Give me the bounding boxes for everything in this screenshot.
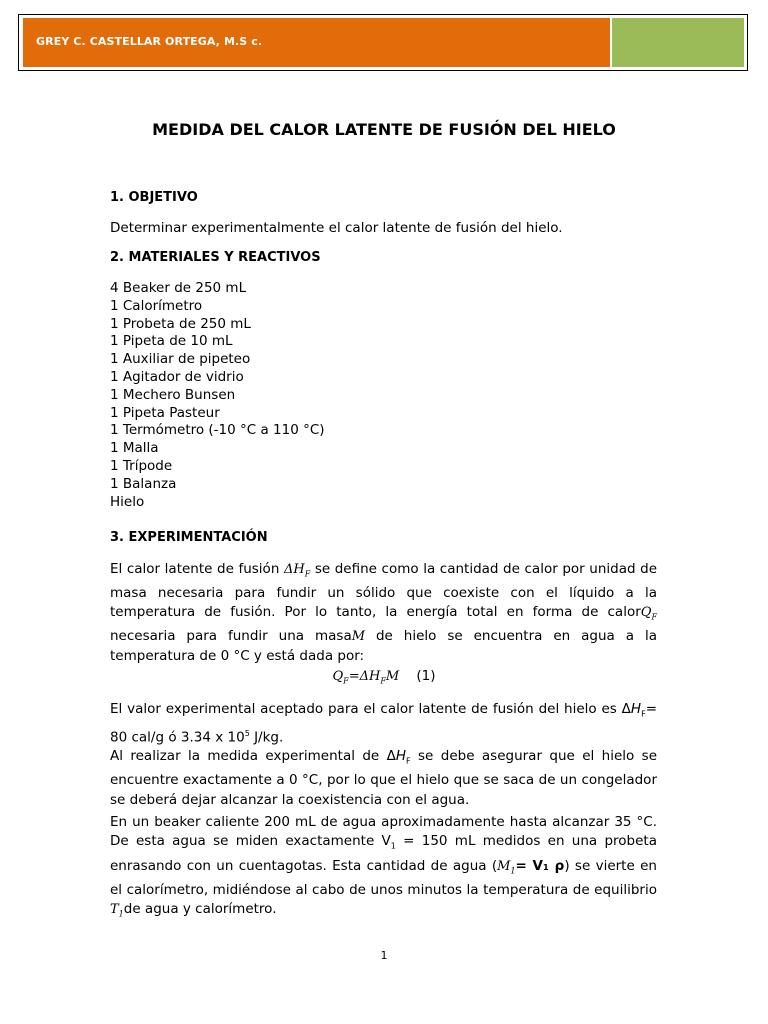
- paragraph-accepted-value: El valor experimental aceptado para el calor latente de fusión del hielo es $\Delta H_F= 80$ cal/g ó 3.34 x $10^5$ J/kg.: [110, 701, 657, 746]
- header-author: GREY C. CASTELLAR ORTEGA, M.S c.: [36, 35, 263, 48]
- list-item: Hielo: [110, 493, 145, 510]
- paragraph-measurement: Al realizar la medida experimental de $\Delta H_F$ se debe asegurar que el hielo se encuentre exactamente a 0 °C, por lo que el hielo que se saca de un congelador se deberá dejar alcanzar la coexistencia con el agua.: [110, 748, 657, 808]
- list-item: 1 Malla: [110, 440, 159, 457]
- materiales-list: [110, 280, 325, 511]
- list-item: 1 Auxiliar de pipeteo: [110, 351, 251, 368]
- experimentacion-heading: 3. EXPERIMENTACIÓN: [110, 530, 268, 545]
- list-item: 1 Pipeta Pasteur: [110, 404, 220, 421]
- list-item: 1 Calorímetro: [110, 297, 203, 314]
- list-item: 1 Pipeta de 10 mL: [110, 333, 233, 350]
- list-item: 1 Agitador de vidrio: [110, 368, 244, 385]
- materiales-heading: 2. MATERIALES Y REACTIVOS: [110, 250, 321, 265]
- header-green-band: [612, 18, 744, 67]
- objetivo-heading: 1. OBJETIVO: [110, 190, 198, 205]
- list-item: 1 Mechero Bunsen: [110, 386, 236, 403]
- list-item: 1 Trípode: [110, 457, 173, 474]
- page-number: 1: [380, 949, 388, 962]
- paragraph-definition: El calor latente de fusión $\Delta H_F$ se define como la cantidad de calor por unidad de masa necesaria para fundir un sólido que coexiste con el líquido a la temperatura de fusión. Por lo tanto, la energía total en forma de calorQ$_F$ necesaria para fundir una masaM de hielo se encuentra en agua a la temperatura de 0 °C y está dada por:: [110, 561, 657, 664]
- list-item: 4 Beaker de 250 mL: [110, 280, 247, 296]
- list-item: 1 Probeta de 250 mL: [110, 315, 251, 332]
- list-item: 1 Termómetro (-10 °C a 110 °C): [110, 422, 325, 439]
- objetivo-text: Determinar experimentalmente el calor latente de fusión del hielo.: [110, 220, 563, 236]
- equation-1: $Q_F=\Delta H_FM$ (1): [332, 668, 436, 686]
- list-item: 1 Balanza: [110, 475, 177, 492]
- document-title: MEDIDA DEL CALOR LATENTE DE FUSIÓN DEL HIELO: [152, 120, 616, 139]
- paragraph-procedure: En un beaker caliente 200 mL de agua aproximadamente hasta alcanzar 35 °C. De esta agua se miden exactamente $V_1 = 150$ mL medidos en una probeta enrasando con un cuentagotas. Esta cantidad de agua ($M_1= V_1$ ρ) se vierte en el calorímetro, midiéndose al cabo de unos minutos la temperatura de equilibrio $T_1de$ agua y calorímetro.: [110, 814, 657, 919]
